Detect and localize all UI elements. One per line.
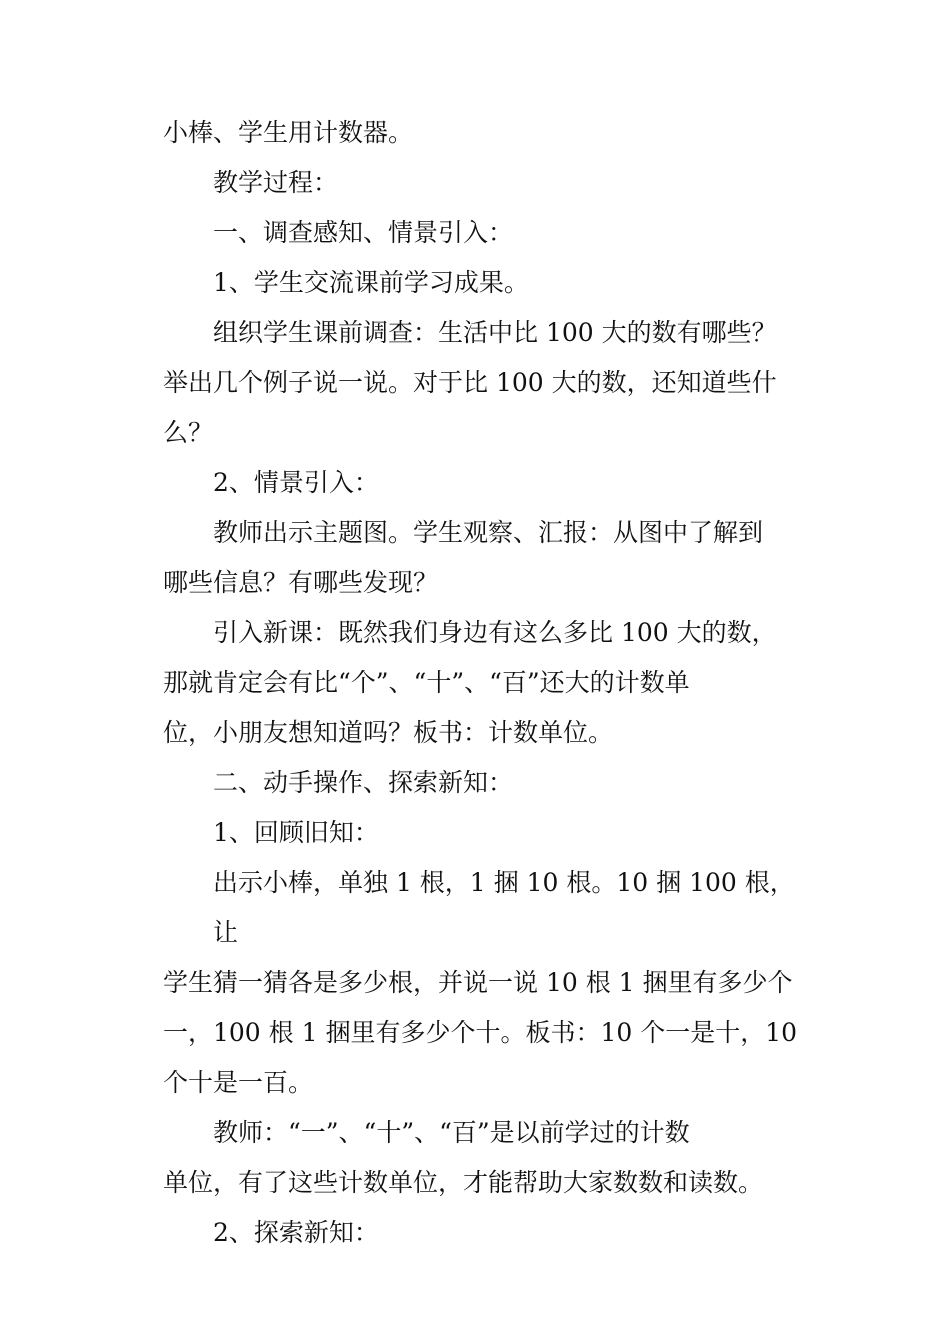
section-heading-2: 二、动手操作、探索新知： xyxy=(213,768,514,797)
text-line: 一，100 根 1 捆里有多少个十。板书：10 个一是十，10 xyxy=(163,1018,798,1047)
text-line: 个十是一百。 xyxy=(163,1068,314,1097)
text-line: 举出几个例子说一说。对于比 100 大的数，还知道些什 xyxy=(163,368,777,397)
text-line: 出示小棒，单独 1 根，1 捆 10 根。10 捆 100 根，让 xyxy=(213,868,795,947)
text-line: 位，小朋友想知道吗？板书：计数单位。 xyxy=(163,718,614,747)
section-heading-1: 一、调查感知、情景引入： xyxy=(213,218,514,247)
text-line: 引入新课：既然我们身边有这么多比 100 大的数， xyxy=(213,618,777,647)
text-line: 教师：“一”、“十”、“百”是以前学过的计数 xyxy=(213,1118,690,1147)
text-line: 那就肯定会有比“个”、“十”、“百”还大的计数单 xyxy=(163,668,690,697)
text-line: 学生猜一猜各是多少根，并说一说 10 根 1 捆里有多少个 xyxy=(163,968,793,997)
text-line: 教师出示主题图。学生观察、汇报：从图中了解到 xyxy=(213,518,764,547)
section-heading-teaching-process: 教学过程： xyxy=(213,168,339,197)
subsection-heading: 2、探索新知： xyxy=(213,1218,379,1247)
text-line: 么？ xyxy=(163,418,214,447)
subsection-heading: 2、情景引入： xyxy=(213,468,379,497)
text-line: 小棒、学生用计数器。 xyxy=(163,118,414,147)
text-line: 单位，有了这些计数单位，才能帮助大家数数和读数。 xyxy=(163,1168,764,1197)
subsection-heading: 1、学生交流课前学习成果。 xyxy=(213,268,529,297)
subsection-heading: 1、回顾旧知： xyxy=(213,818,379,847)
text-line: 组织学生课前调查：生活中比 100 大的数有哪些？ xyxy=(213,318,777,347)
text-line: 哪些信息？有哪些发现？ xyxy=(163,568,439,597)
document-body xyxy=(163,108,803,1258)
